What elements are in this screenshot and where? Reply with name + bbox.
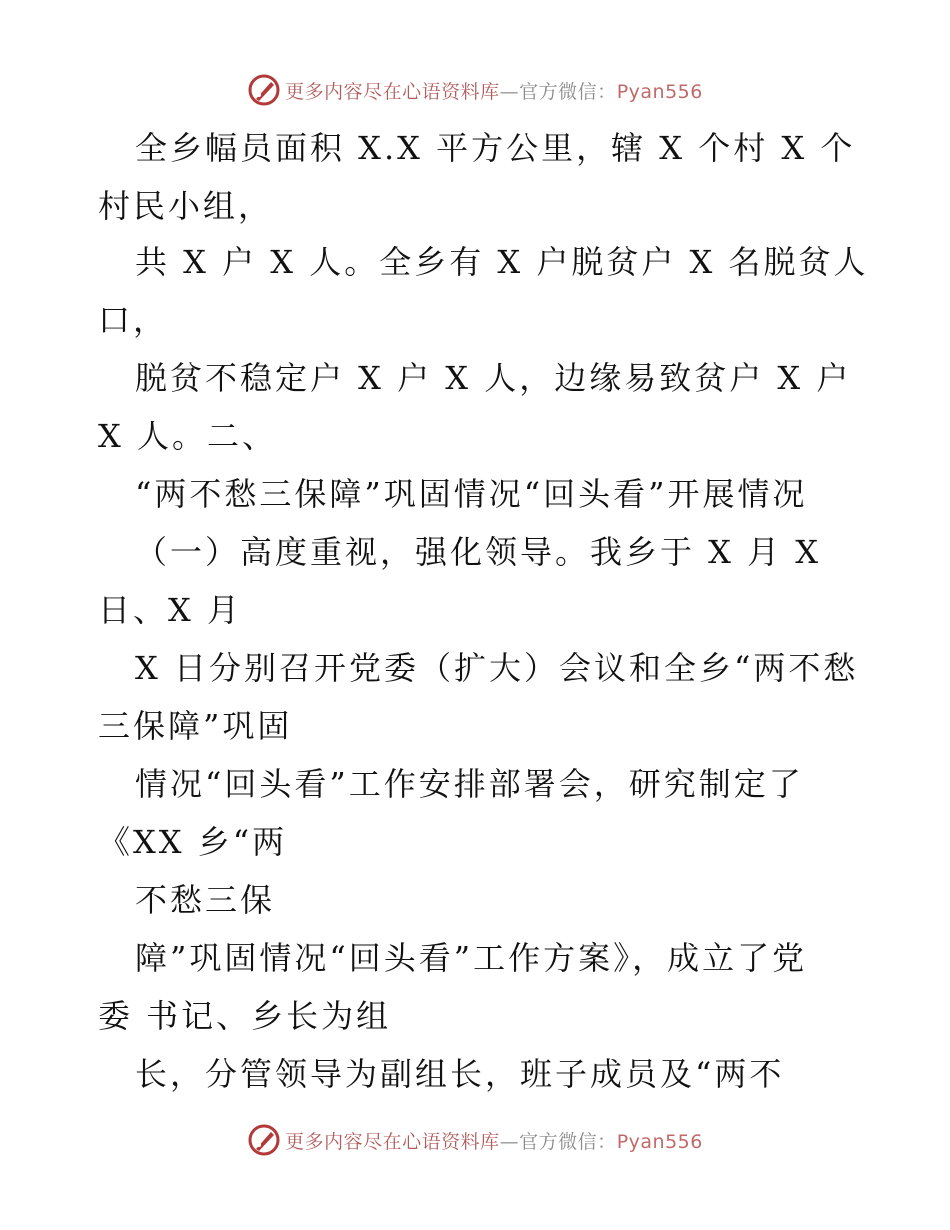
- text-line: 日、X 月: [98, 591, 242, 629]
- text-line: （一）高度重视，强化领导。我乡于 X 月 X: [135, 533, 822, 571]
- banner-text: 更多内容尽在心语资料库—官方微信：Pyan556: [285, 80, 703, 103]
- text-line: 三保障”巩固: [98, 707, 293, 745]
- text-line: “两不愁三保障”巩固情况“回头看”开展情况: [135, 475, 808, 513]
- text-line: 共 X 户 X 人。全乡有 X 户脱贫户 X 名脱贫人: [135, 243, 869, 281]
- text-line: 村民小组，: [98, 187, 274, 225]
- text-line: 不愁三保: [135, 881, 276, 919]
- header-banner: [0, 70, 950, 110]
- text-line: 全乡幅员面积 X.X 平方公里，辖 X 个村 X 个: [135, 129, 856, 167]
- text-line: X 日分别召开党委（扩大）会议和全乡“两不愁: [135, 649, 859, 687]
- pen-logo-icon: [247, 73, 281, 107]
- text-line: 口，: [98, 301, 169, 339]
- pen-logo-icon: [247, 1123, 281, 1157]
- text-line: 脱贫不稳定户 X 户 X 人，边缘易致贫户 X 户: [135, 359, 852, 397]
- text-line: 情况“回头看”工作安排部署会，研究制定了: [135, 765, 804, 803]
- text-line: 障”巩固情况“回头看”工作方案》，成立了党: [135, 939, 808, 977]
- text-line: 《XX 乡“两: [98, 823, 288, 861]
- text-line: 委 书记、乡长为组: [98, 997, 392, 1035]
- footer-banner: [0, 1120, 950, 1160]
- text-line: X 人。二、: [98, 417, 277, 455]
- banner-text: 更多内容尽在心语资料库—官方微信：Pyan556: [285, 1130, 703, 1153]
- text-line: 长，分管领导为副组长，班子成员及“两不: [135, 1055, 785, 1093]
